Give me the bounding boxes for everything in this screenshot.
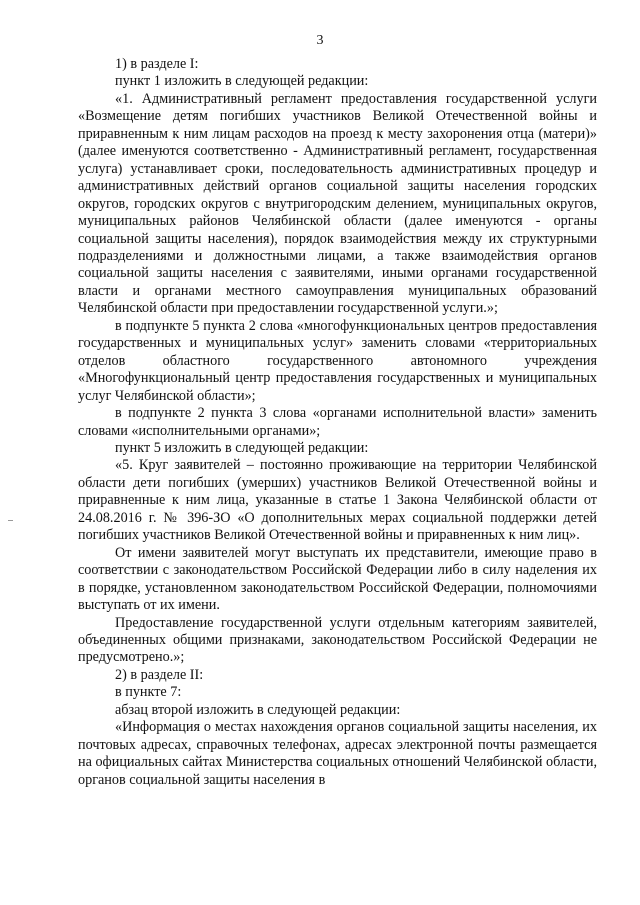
paragraph-section-2-heading: 2) в разделе II: <box>115 666 204 683</box>
paragraph-second-paragraph: абзац второй изложить в следующей редакции: <box>115 701 401 718</box>
paragraph-item-1-text: «1. Административный регламент предоставления государственной услуги «Возмещение детям погибших участников Великой Отечественной войны и приравненным к ним лицам расходов на проезд к месту захоронения отца (матери)» (далее именуются соответственно - Административный регламент, государственная услуга) устанавливает сроки, последовательность административных процедур и административных действий органов социальной защиты населения городских округов, городских округов с внутригородским делением, муниципальных округов, муниципальных районов Челябинской области (далее именуются - органы социальной защиты населения), порядок взаимодействия между их структурными подразделениями и должностными лицами, а также взаимодействия органов социальной защиты населения с заявителями, иными органами государственной власти и органами местного самоуправления муниципальных образований Челябинской области при предоставлении государственной услуги.»; <box>78 90 597 317</box>
document-body <box>78 56 597 789</box>
paragraph-amend-item-1: пункт 1 изложить в следующей редакции: <box>115 73 369 90</box>
page-number: 3 <box>316 33 324 48</box>
paragraph-subitem-5-item-2: в подпункте 5 пункта 2 слова «многофункциональных центров предоставления государственных и муниципальных услуг» заменить словами «территориальных отделов областного государственного автономного учреждения «Многофункциональный центр предоставления государственных и муниципальных услуг Челябинской области»; <box>78 317 597 404</box>
paragraph-item-7: в пункте 7: <box>115 684 182 701</box>
paragraph-information-text: «Информация о местах нахождения органов социальной защиты населения, их почтовых адресах, справочных телефонах, адресах электронной почты размещается на официальных сайтах Министерства социальных отношений Челябинской области, органов социальной защиты населения в <box>78 719 597 788</box>
paragraph-subitem-2-item-3: в подпункте 2 пункта 3 слова «органами исполнительной власти» заменить словами «исполнительными органами»; <box>78 405 597 439</box>
paragraph-representatives: От имени заявителей могут выступать их представители, имеющие право в соответствии с законодательством Российской Федерации либо в силу наделения их в порядке, установленном законодательством Российской Федерации, полномочиями выступать от их имени. <box>78 544 597 614</box>
paragraph-item-5-text: «5. Круг заявителей – постоянно проживающие на территории Челябинской области дети погибших (умерших) участников Великой Отечественной войны и приравненные к ним лица, указанные в статье 1 Закона Челябинской области от 24.08.2016 г. № 396-ЗО «О дополнительных мерах социальной поддержки детей погибших участников Великой Отечественной войны и приравненных к ним лиц». <box>78 457 597 544</box>
scan-mark <box>8 520 13 521</box>
paragraph-section-1-heading: 1) в разделе I: <box>115 56 199 72</box>
paragraph-categories: Предоставление государственной услуги отдельным категориям заявителей, объединенных общими признаками, законодательством Российской Федерации не предусмотрено.»; <box>78 614 597 666</box>
paragraph-amend-item-5: пункт 5 изложить в следующей редакции: <box>115 439 369 456</box>
